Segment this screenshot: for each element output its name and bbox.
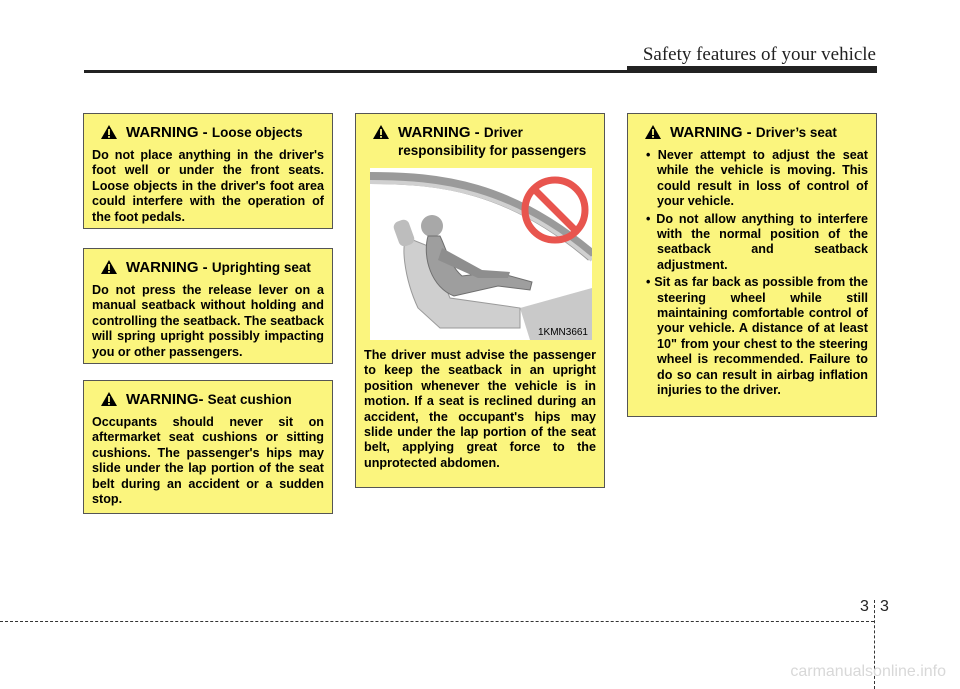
page-number: 3 <box>880 598 889 615</box>
warning-label: WARNING - <box>670 124 752 141</box>
page-header-title: Safety features of your vehicle <box>642 44 876 65</box>
reclined-seat-illustration <box>370 168 592 340</box>
warning-label: WARNING - <box>126 259 208 276</box>
chapter-number: 3 <box>860 598 869 615</box>
warning-subject: Loose objects <box>211 125 303 140</box>
warning-triangle-icon <box>100 259 118 275</box>
warning-title <box>100 259 324 277</box>
warning-label: WARNING - <box>398 124 480 141</box>
warning-triangle-icon <box>100 124 118 140</box>
warning-subject: Uprighting seat <box>211 260 311 275</box>
warning-subject: Driver’s seat <box>755 125 837 140</box>
illustration-code: 1KMN3661 <box>537 327 588 338</box>
list-item: • Never attempt to adjust the seat while the vehicle is moving. This could result in loss of control of your vehicle. <box>636 148 868 210</box>
reclined-passenger-image <box>370 168 592 340</box>
warning-seat-cushion <box>83 380 333 514</box>
warning-title <box>372 124 596 160</box>
warning-loose-objects <box>83 113 333 229</box>
warning-body: Do not place anything in the driver's foot well or under the front seats. Loose objects in the driver's foot area could interfere with the operation of the foot pedals. <box>92 148 324 224</box>
warning-triangle-icon <box>372 124 390 140</box>
warning-label: WARNING - <box>126 124 208 141</box>
warning-drivers-seat <box>627 113 877 417</box>
warning-subject: Driver responsibility for passengers <box>398 125 587 158</box>
warning-triangle-icon <box>644 124 662 140</box>
warning-triangle-icon <box>100 391 118 407</box>
warning-title <box>100 124 324 142</box>
warning-subject: Seat cushion <box>207 392 292 407</box>
list-item: • Do not allow anything to interfere with the normal position of the seatback and seatback adjustment. <box>636 212 868 274</box>
footer-rule <box>0 621 874 622</box>
warning-title <box>644 124 868 142</box>
warning-body: The driver must advise the passenger to keep the seatback in an upright position whenever the vehicle is in motion. If a seat is reclined during an accident, the occupant's hips may slide under the lap portion of the seat belt, applying great force to the unprotected abdomen. <box>364 348 596 470</box>
warning-driver-responsibility <box>355 113 605 488</box>
warning-title <box>100 391 324 409</box>
warning-label: WARNING- <box>126 391 204 408</box>
watermark-text: carmanualsonline.info <box>790 663 946 680</box>
list-item: • Sit as far back as possible from the steering wheel while still maintaining comfortable control of your vehicle. A distance of at least 10" from your chest to the steering wheel is recommended. Failure to do so can result in airbag inflation injuries to the driver. <box>636 275 868 398</box>
header-rule-accent <box>627 66 877 72</box>
warning-body: Occupants should never sit on aftermarket seat cushions or sitting cushions. The passenger's hips may slide under the lap portion of the seat belt during an accident or a sudden stop. <box>92 415 324 507</box>
warning-bullet-list <box>636 148 868 399</box>
warning-body: Do not press the release lever on a manual seatback without holding and controlling the seatback. The seatback will spring upright possibly impacting you or other passengers. <box>92 283 324 359</box>
warning-uprighting-seat <box>83 248 333 364</box>
